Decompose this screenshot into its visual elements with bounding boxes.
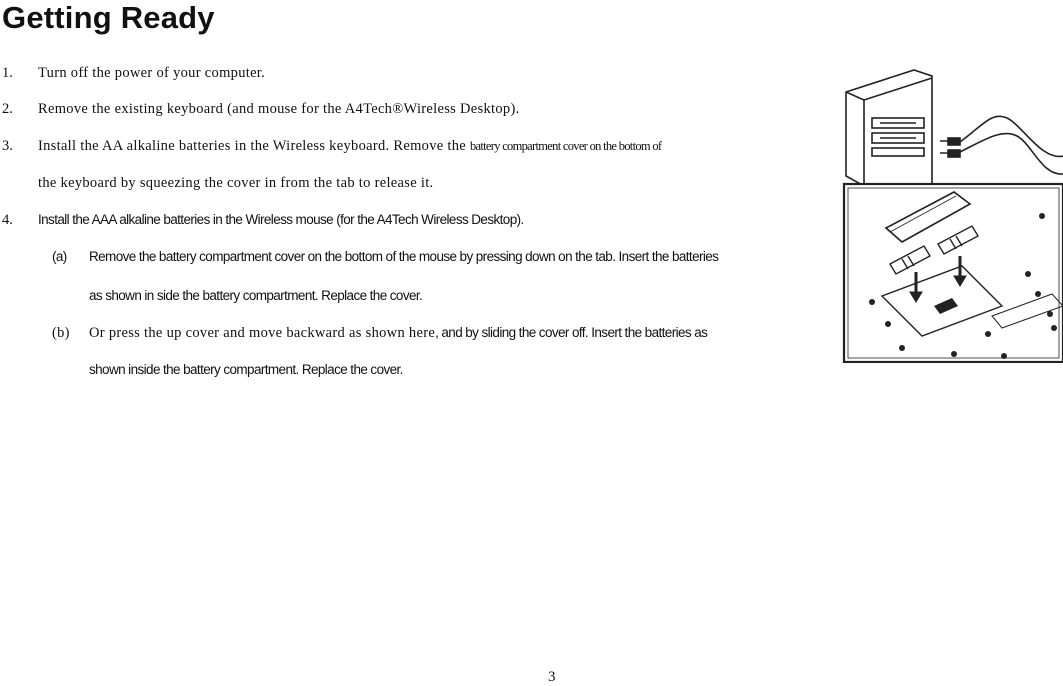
substep-b-line2: shown inside the battery compartment. Replace the cover.	[89, 362, 403, 377]
step-2-number: 2.	[2, 101, 13, 117]
substep-a-label: (a)	[52, 249, 67, 264]
substep-a-line2: as shown in side the battery compartment. Replace the cover.	[89, 288, 423, 303]
step-1-text: Turn off the power of your computer.	[38, 65, 266, 81]
substep-b-label: (b)	[52, 325, 70, 341]
page-title: Getting Ready	[2, 0, 215, 35]
receiver-cable-icon	[940, 116, 1063, 174]
substep-a-line1: Remove the battery compartment cover on the bottom of the mouse by pressing down on the tab. Insert the batteries	[89, 249, 719, 264]
step-4-number: 4.	[2, 212, 13, 228]
substep-b-line1	[89, 324, 707, 342]
battery-installation-illustration	[842, 66, 1063, 363]
step-4-text: Install the AAA alkaline batteries in the Wireless mouse (for the A4Tech Wireless Desktop).	[38, 212, 524, 227]
step-3-text-line2: the keyboard by squeezing the cover in from the tab to release it.	[38, 175, 434, 191]
substep-b-line1-serif: Or press the up cover and move backward as shown here	[89, 325, 436, 341]
step-3-number: 3.	[2, 138, 13, 154]
step-3-text-line1	[38, 137, 661, 155]
step-1-number: 1.	[2, 65, 13, 81]
substep-b-line1-sans: , and by sliding the cover off. Insert the batteries as	[435, 325, 708, 340]
step-3-text-part1: Install the AA alkaline batteries in the Wireless keyboard. Remove the	[38, 138, 470, 154]
page-number: 3	[548, 669, 556, 685]
step-3-text-part2: battery compartment cover on the bottom of	[469, 139, 662, 153]
computer-tower-icon	[846, 70, 932, 186]
keyboard-battery-compartment-icon	[844, 184, 1063, 362]
step-2-text: Remove the existing keyboard (and mouse for the A4Tech®Wireless Desktop).	[38, 101, 520, 117]
